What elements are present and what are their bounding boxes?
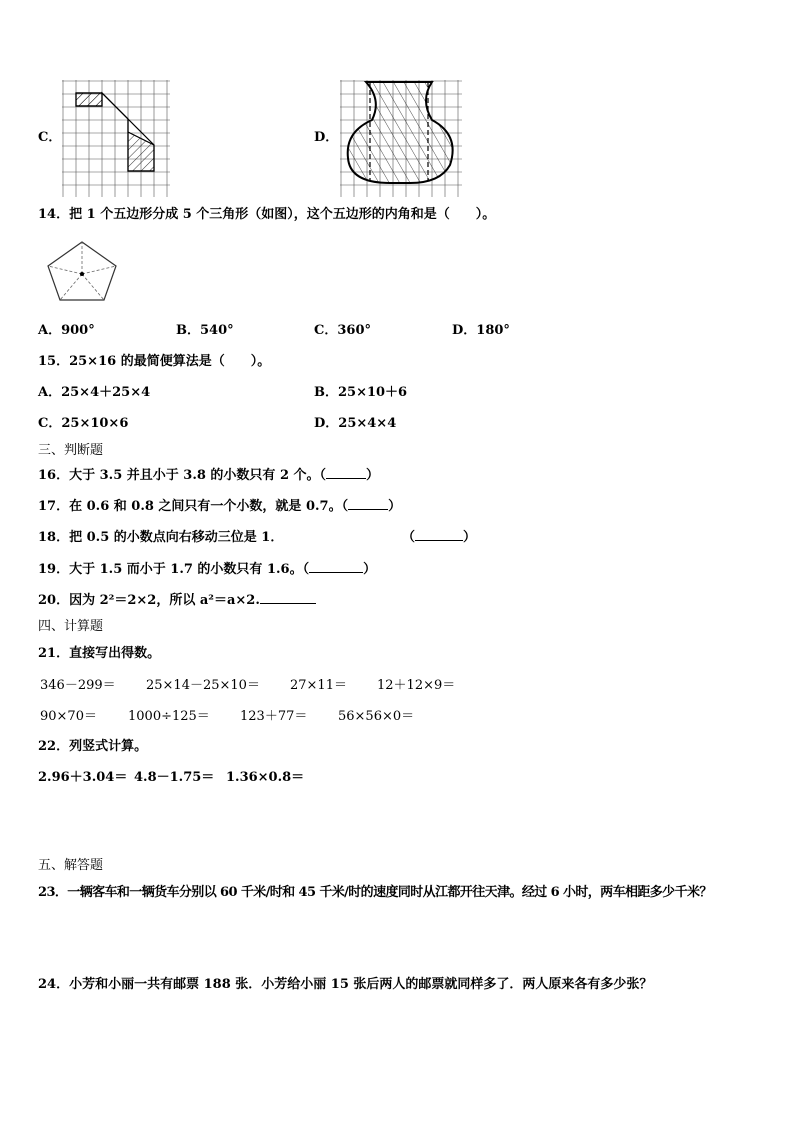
q16-line [38, 468, 379, 484]
q17-line [38, 499, 401, 515]
q18-text: 18．把 0.5 的小数点向右移动三位是 1． [38, 530, 284, 545]
q18-answer [402, 530, 476, 546]
q22-text: 22．列竖式计算。 [38, 739, 148, 754]
q22-item-1: 2.96＋3.04＝ [38, 770, 128, 785]
q18-answer-blank[interactable] [415, 540, 463, 541]
section-4-heading: 四、计算题 [38, 619, 104, 634]
q23-text: 23．一辆客车和一辆货车分别以 60 千米/时和 45 千米/时的速度同时从江都开往天津。经过 6 小时，两车相距多少千米？ [38, 885, 712, 900]
q14-option-b: B．540° [176, 323, 234, 338]
q21-r1-c3: 27×11＝ [290, 678, 347, 693]
q15-option-c: C．25×10×6 [38, 416, 129, 431]
q18-close: ） [463, 530, 477, 545]
q19-close: ） [363, 562, 377, 577]
q16-text: 16．大于 3.5 并且小于 3.8 的小数只有 2 个。（ [38, 468, 327, 483]
q21-r2-c4: 56×56×0＝ [338, 709, 415, 724]
q21-r2-c2: 1000÷125＝ [128, 709, 210, 724]
q21-r2-c3: 123＋77＝ [240, 709, 308, 724]
q18-open: （ [402, 530, 416, 545]
q14-option-c: C．360° [314, 323, 371, 338]
q20-line [38, 593, 316, 609]
q17-close: ） [388, 499, 402, 514]
q14-option-a: A．900° [38, 323, 95, 338]
q21-text: 21．直接写出得数。 [38, 646, 161, 661]
q15-option-a: A．25×4＋25×4 [38, 385, 151, 400]
q20-answer-blank[interactable] [260, 603, 316, 604]
q15-option-b: B．25×10＋6 [314, 385, 408, 400]
q21-r1-c1: 346－299＝ [40, 678, 116, 693]
option-c-label: C． [38, 130, 62, 145]
q17-text: 17．在 0.6 和 0.8 之间只有一个小数，就是 0.7。（ [38, 499, 349, 514]
q17-answer-blank[interactable] [348, 509, 388, 510]
q15-text: 15．25×16 的最简便算法是（ ）。 [38, 354, 271, 369]
q21-r1-c4: 12＋12×9＝ [377, 678, 456, 693]
q14-option-d: D．180° [452, 323, 510, 338]
pentagon-figure [44, 238, 120, 304]
section-3-heading: 三、判断题 [38, 443, 104, 458]
q21-r1-c2: 25×14－25×10＝ [146, 678, 260, 693]
q14-text: 14．把 1 个五边形分成 5 个三角形（如图），这个五边形的内角和是（ ）。 [38, 207, 496, 222]
q19-line [38, 562, 376, 578]
q15-option-d: D．25×4×4 [314, 416, 397, 431]
grid-figure-d [340, 80, 462, 197]
q19-text: 19．大于 1.5 而小于 1.7 的小数只有 1.6。（ [38, 562, 310, 577]
q24-text: 24．小芳和小丽一共有邮票 188 张．小芳给小丽 15 张后两人的邮票就同样多了．两人原来各有多少张？ [38, 977, 653, 992]
q19-answer-blank[interactable] [309, 572, 363, 573]
q22-item-2: 4.8－1.75＝ [134, 770, 215, 785]
q20-text: 20．因为 2²＝2×2，所以 a²＝a×2. [38, 593, 260, 608]
q16-answer-blank[interactable] [326, 478, 366, 479]
grid-figure-c [62, 80, 170, 197]
section-5-heading: 五、解答题 [38, 858, 104, 873]
q21-r2-c1: 90×70＝ [40, 709, 97, 724]
q22-item-3: 1.36×0.8＝ [226, 770, 305, 785]
option-d-label: D． [314, 130, 339, 145]
q16-close: ） [366, 468, 380, 483]
